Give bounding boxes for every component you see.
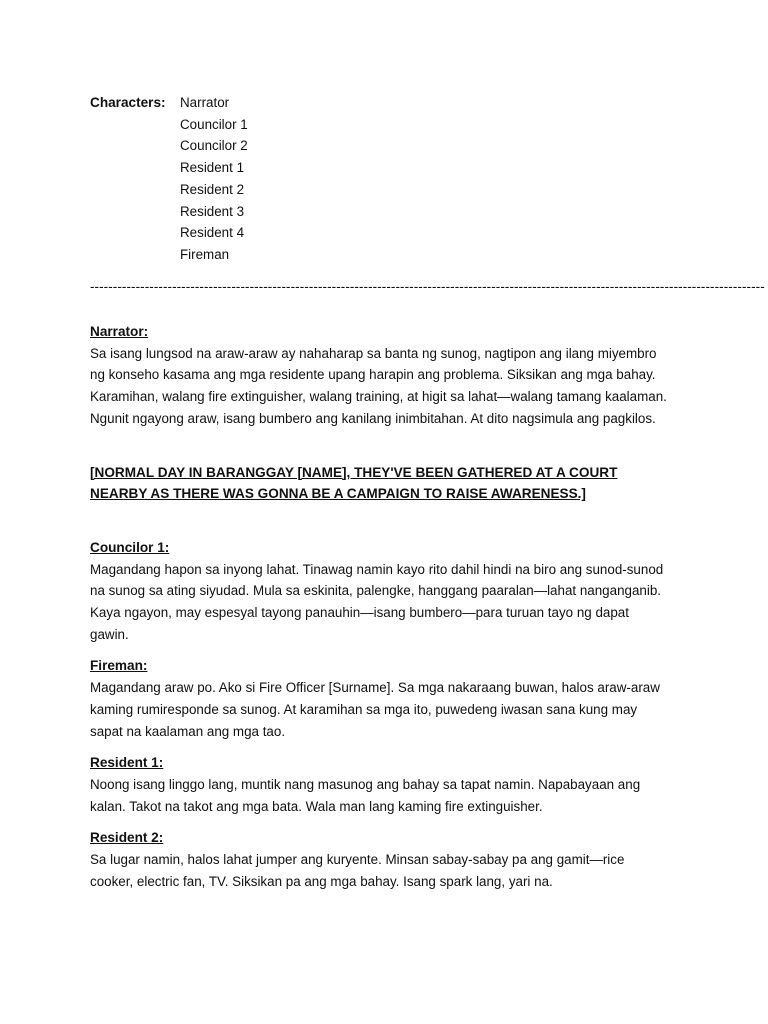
dialogue-text: Sa lugar namin, halos lahat jumper ang kuryente. Minsan sabay-sabay pa ang gamit—rice cooker, electric fan, TV. Siksikan pa ang mga bahay. Isang spark lang, yari na. [90,852,625,889]
script-body [90,321,670,892]
speaker-name: Resident 1: [90,755,164,771]
dialogue-text: Magandang araw po. Ako si Fire Officer [Surname]. Sa mga nakaraang buwan, halos araw-araw kaming rumiresponde sa sunog. At karamihan sa mga ito, puwedeng iwasan sana kung may sapat na kaalaman ang mga tao. [90,680,660,739]
character-item: Fireman [180,246,230,262]
speaker-name: Resident 2: [90,830,164,846]
dialogue-text: Magandang hapon sa inyong lahat. Tinawag namin kayo rito dahil hindi na biro ang sunod-sunod na sunog sa ating siyudad. Mula sa eskinita, palengke, hanggang paaralan—lahat nanganganib. Kaya ngayon, may espesyal tayong panauhin—isang bumbero—para turuan tayo ng dapat gawin. [90,561,664,642]
character-item: Resident 3 [180,203,245,219]
character-item: Resident 4 [180,225,245,241]
characters-label: Characters: [90,95,166,110]
spacer [90,505,670,537]
characters-list [180,92,248,266]
speaker-name: Councilor 1: [90,539,170,555]
spacer [90,742,670,752]
spacer [90,645,670,655]
dialogue-text: Sa isang lungsod na araw-araw ay nahaharap sa banta ng sunog, nagtipon ang ilang miyembro ng konseho kasama ang mga residente upang harapin ang problema. Siksikan ang mga bahay. Karamihan, walang fire extinguisher, walang training, at higit sa lahat—walang tamang kaalaman. Ngunit ngayong araw, isang bumbero ang kanilang inimbitahan. At dito nagsimula ang pagkilos. [90,345,667,426]
dialogue-text: Noong isang linggo lang, muntik nang masunog ang bahay sa tapat namin. Napabayaan ang kalan. Takot na takot ang mga bata. Wala man lang kaming fire extinguisher. [90,776,641,814]
character-item: Councilor 1 [180,116,248,132]
spacer [90,430,670,462]
character-item: Councilor 2 [180,138,248,154]
character-item: Resident 2 [180,181,245,197]
character-item: Resident 1 [180,160,245,176]
spacer [90,817,670,827]
dashed-divider: ---------------------------------------------------------------------------------------------------------------------------------------------------- [90,279,765,294]
character-item: Narrator [180,95,230,110]
speaker-name: Fireman: [90,658,148,674]
stage-direction: [NORMAL DAY IN BARANGGAY [NAME], THEY'VE BEEN GATHERED AT A COURT NEARBY AS THERE WAS GONNA BE A CAMPAIGN TO RAISE AWARENESS.] [90,464,618,502]
speaker-name: Narrator: [90,324,149,339]
